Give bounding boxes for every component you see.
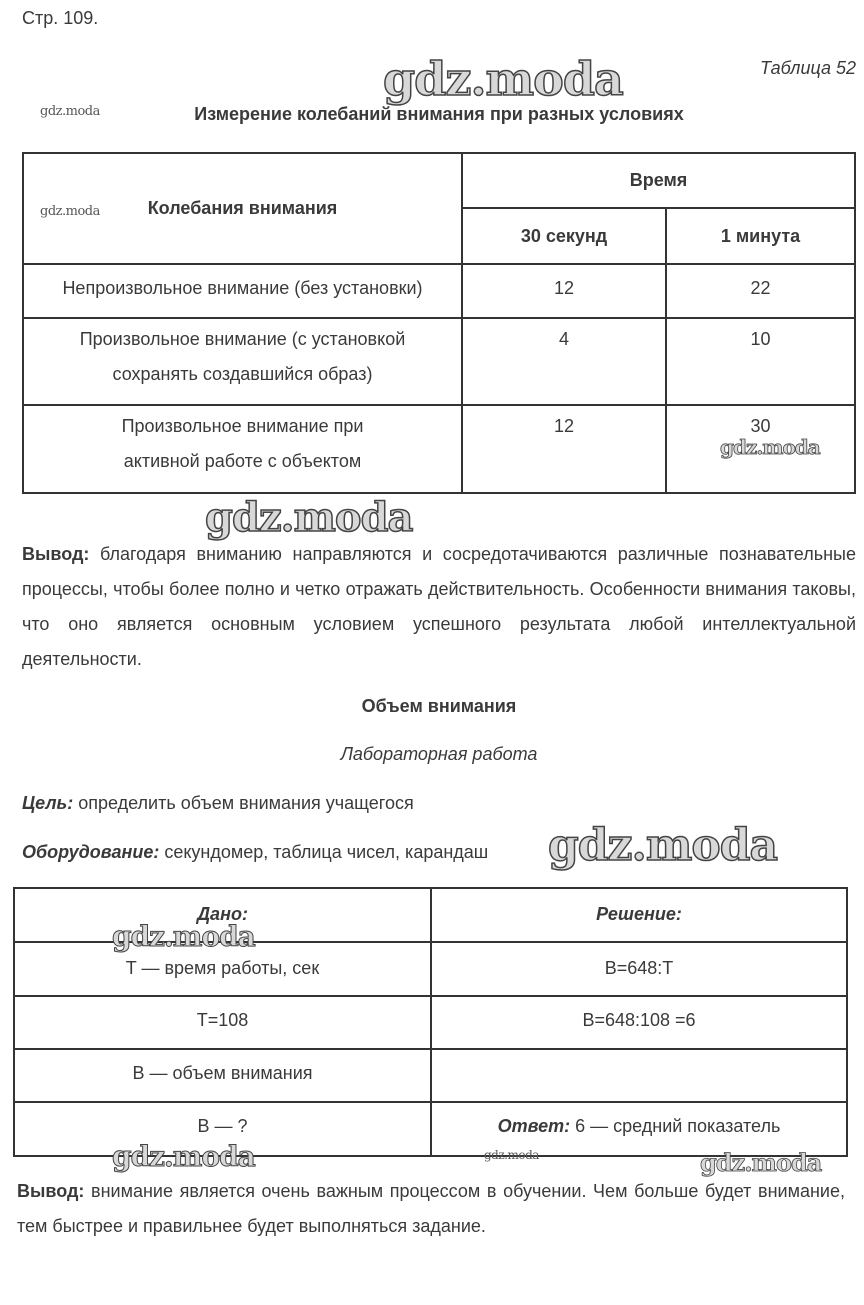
equipment	[22, 842, 488, 863]
watermark-logo: gdz.moda	[112, 920, 255, 953]
goal-label: Цель:	[22, 793, 74, 813]
goal	[22, 793, 414, 814]
header-solution: Решение:	[431, 888, 847, 942]
answer-text: 6 — средний показатель	[570, 1116, 781, 1136]
table-row	[23, 264, 855, 318]
table-row	[23, 318, 855, 405]
table-row	[14, 1049, 847, 1102]
goal-text: определить объем внимания учащегося	[73, 793, 414, 813]
cell-value: 4	[462, 318, 666, 405]
row-label: Произвольное внимание при активной работе с объектом	[23, 405, 462, 493]
solution-cell	[431, 1049, 847, 1102]
conclusion-text: внимание является очень важным процессом в обучении. Чем больше будет внимание, тем быстрее и правильнее будет выполняться задание.	[17, 1181, 845, 1236]
cell-value: 12	[462, 405, 666, 493]
given-cell: T — время работы, сек	[14, 942, 431, 996]
cell-value: 12	[462, 264, 666, 318]
conclusion-2	[17, 1174, 845, 1244]
row-label: Непроизвольное внимание (без установки)	[23, 264, 462, 318]
watermark-logo: gdz.moda	[383, 52, 623, 106]
given-cell: T=108	[14, 996, 431, 1049]
table1-title: Измерение колебаний внимания при разных условиях	[194, 104, 684, 124]
page-label: Стр. 109.	[22, 8, 99, 28]
conclusion-text: благодаря вниманию направляются и сосредотачиваются различные познавательные процессы, чтобы более полно и четко отражать действительность. Особенности внимания таковы, что оно является основным условием успешного результата любой интеллектуальной деятельности.	[22, 544, 856, 669]
watermark-logo: gdz.moda	[112, 1140, 255, 1173]
cell-value: 22	[666, 264, 855, 318]
watermark-logo: gdz.moda	[548, 820, 778, 871]
table-row	[14, 996, 847, 1049]
given-cell: B — объем внимания	[14, 1049, 431, 1102]
watermark-logo: gdz.moda	[40, 104, 100, 119]
watermark-logo: gdz.moda	[700, 1148, 822, 1177]
solution-cell: B=648:T	[431, 942, 847, 996]
section-subtitle: Лабораторная работа	[340, 744, 538, 764]
watermark-logo: gdz.moda	[720, 435, 820, 459]
section-title: Объем внимания	[361, 696, 517, 716]
watermark-logo: gdz.moda	[484, 1148, 539, 1162]
conclusion-label: Вывод:	[17, 1181, 85, 1201]
header-given: Дано:	[14, 888, 431, 942]
equipment-text: секундомер, таблица чисел, карандаш	[159, 842, 489, 862]
col-header-main: Колебания внимания	[23, 153, 462, 264]
col-header-30s: 30 секунд	[462, 208, 666, 264]
table-label: Таблица 52	[759, 58, 856, 78]
solution-cell: B=648:108 =6	[431, 996, 847, 1049]
watermark-logo: gdz.moda	[40, 204, 100, 219]
conclusion-label: Вывод:	[22, 544, 90, 564]
cell-value: 10	[666, 318, 855, 405]
equipment-label: Оборудование:	[22, 842, 160, 862]
col-header-time: Время	[462, 153, 855, 208]
conclusion-1	[22, 537, 856, 677]
row-label: Произвольное внимание (с установкой сохранять создавшийся образ)	[23, 318, 462, 405]
watermark-logo: gdz.moda	[205, 494, 413, 541]
col-header-1min: 1 минута	[666, 208, 855, 264]
answer-label: Ответ:	[497, 1116, 571, 1136]
given-cell: B — ?	[14, 1102, 431, 1156]
cell-value: 30	[666, 405, 855, 493]
